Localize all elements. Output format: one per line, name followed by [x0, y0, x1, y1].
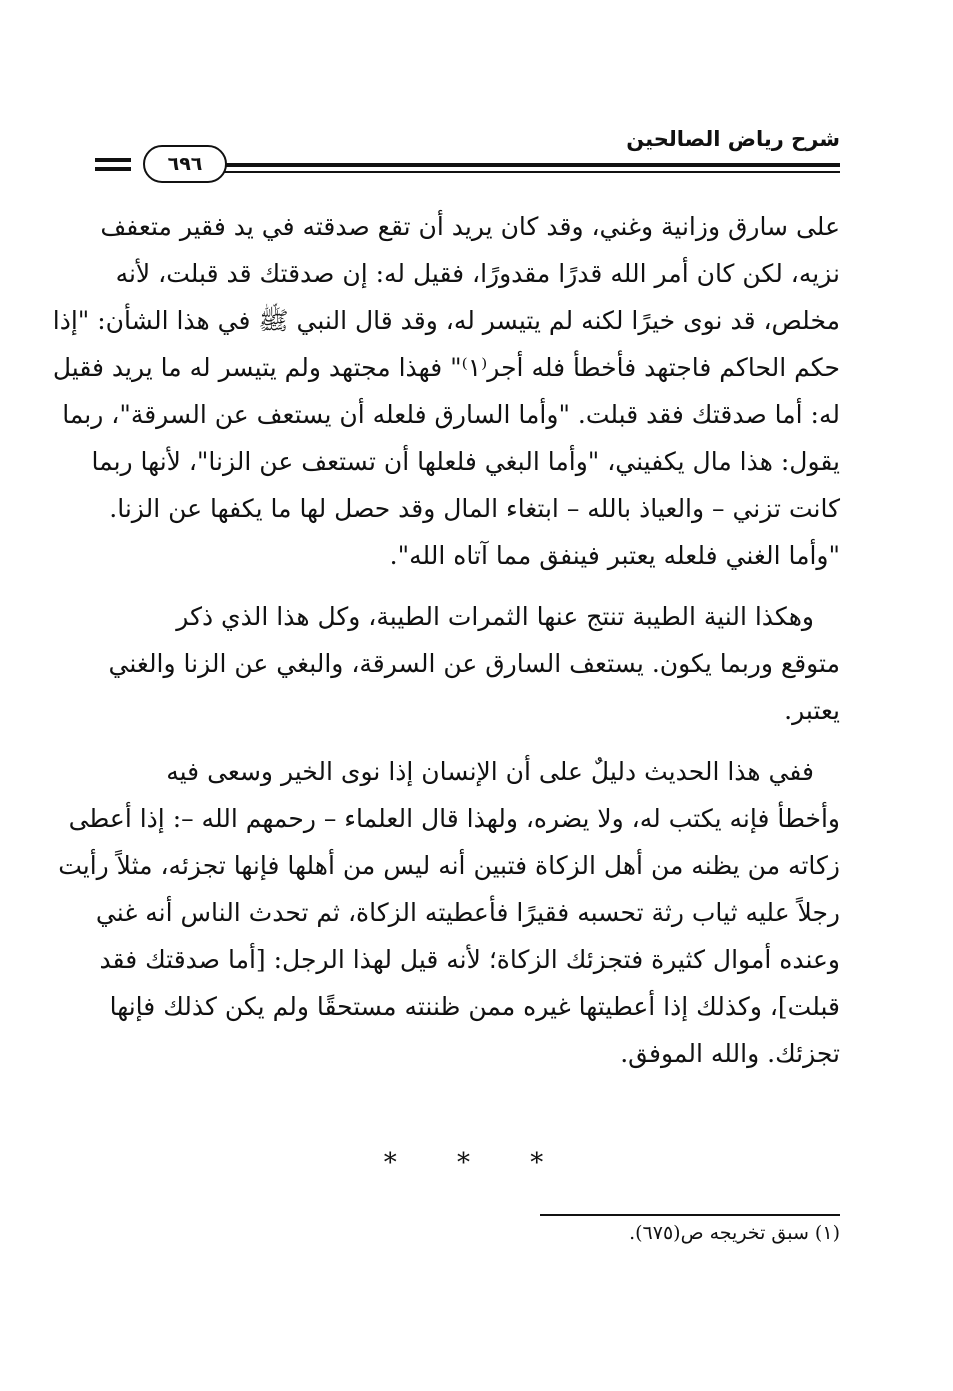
- book-title: شرح رياض الصالحين: [626, 127, 840, 151]
- text-line: تجزئك. والله الموفق.: [620, 1039, 840, 1068]
- page-header: [95, 125, 840, 187]
- text-line: له: أما صدقتك فقد قبلت. "وأما السارق فلعله أن يستعف عن السرقة"، ربما: [62, 400, 840, 429]
- text-line: حكم الحاكم فاجتهد فأخطأ فله أجر⁽١⁾" فهذا مجتهد ولم يتيسر له ما يريد فقيل: [52, 353, 840, 382]
- body-text: [52, 203, 840, 1077]
- text-line: "وأما الغني فلعله يعتبر فينفق مما آتاه الله".: [389, 541, 840, 570]
- section-separator: * * *: [383, 1148, 570, 1178]
- header-marker-top: [95, 158, 131, 162]
- text-line: متوقع وربما يكون. يستعف السارق عن السرقة، والبغي عن الزنا والغني: [108, 649, 840, 678]
- paragraph-gap: [100, 734, 840, 748]
- text-line: وأخطأ فإنه يكتب له، ولا يضره، ولهذا قال العلماء – رحمهم الله –: إذا أعطى: [68, 804, 840, 833]
- text-line: وهكذا النية الطيبة تنتج عنها الثمرات الطيبة، وكل هذا الذي ذكر: [176, 602, 814, 631]
- page-number: ٦٩٦: [143, 145, 227, 183]
- text-line: رجلاً عليه ثياب رثة تحسبه فقيرًا فأعطيته الزكاة، ثم تحدث الناس أنه غني: [95, 898, 840, 927]
- header-rule-thick: [185, 163, 840, 167]
- text-line: ففي هذا الحديث دليلٌ على أن الإنسان إذا نوى الخير وسعى فيه: [166, 757, 814, 786]
- text-line: قبلت]، وكذلك إذا أعطيتها غيره ممن ظننته مستحقًا ولم يكن كذلك فإنها: [109, 992, 840, 1021]
- text-line: زكاته من يظنه من أهل الزكاة فتبين أنه ليس من أهلها فإنها تجزئه، مثلاً رأيت: [58, 851, 840, 880]
- text-line: وعنده أموال كثيرة فتجزئك الزكاة؛ لأنه قيل لهذا الرجل: [أما صدقتك فقد: [99, 945, 840, 974]
- text-line: يعتبر.: [784, 696, 840, 725]
- header-rule-thin: [185, 171, 840, 173]
- header-marker-bottom: [95, 167, 131, 171]
- text-line: يقول: هذا مال يكفيني، "وأما البغي فلعلها أن تستعف عن الزنا"، لأنها ربما: [91, 447, 840, 476]
- text-line: مخلص، قد نوى خيرًا لكنه لم يتيسر له، وقد قال النبي ﷺ في هذا الشأن: "إذا: [52, 306, 840, 335]
- footnote-rule: [540, 1214, 840, 1216]
- paragraph-gap: [100, 579, 840, 593]
- text-line: كانت تزني – والعياذ بالله – ابتغاء المال وقد حصل لها ما يكفها عن الزنا.: [109, 494, 840, 523]
- footnote: (١) سبق تخريجه ص(٦٧٥).: [629, 1222, 840, 1244]
- text-line: نزيه، لكن كان أمر الله قدرًا مقدورًا، فقيل له: إن صدقتك قد قبلت، لأنه: [115, 259, 840, 288]
- text-line: على سارق وزانية وغني، وقد كان يريد أن تقع صدقته في يد فقير متعفف: [100, 212, 840, 241]
